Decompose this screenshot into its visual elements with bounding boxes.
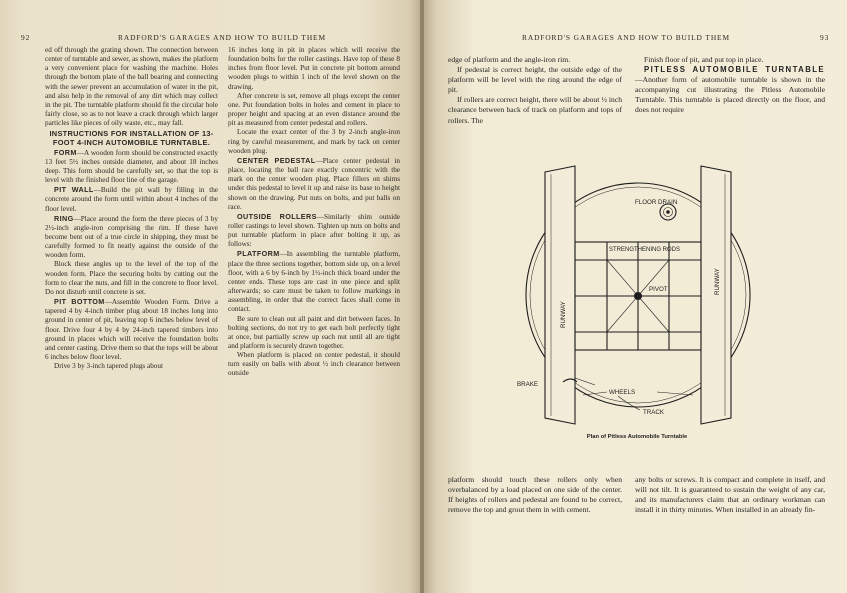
paragraph: platform should touch these rollers only when overbalanced by a load placed on one side of the center. If heights of rollers and pedestal are found to be correct, remove the top and grout them in with cement. (448, 475, 622, 515)
floor-drain-label: FLOOR DRAIN (635, 199, 678, 206)
paragraph: If pedestal is correct height, the outside edge of the platform will be level with the ring around the edge of pit. (448, 65, 622, 95)
ring-heading: RING (54, 213, 74, 223)
figure-caption: Plan of Pitless Automobile Turntable (586, 434, 688, 440)
ring-text: —Place around the form the three pieces of 3 by 2½-inch angle-iron comprising the rim. If these have become bent out of a true circle in shipping, they must be carefully formed to fit neatly against the outside of the wooden form. (45, 214, 218, 260)
paragraph: Be sure to clean out all paint and dirt between faces. In bolting sections, do not try to get each bolt perfectly tight at once, but partially screw up each nut until all are tight and platform is securely drawn together. (228, 314, 400, 350)
center-pedestal-heading: CENTER PEDESTAL (237, 155, 316, 165)
paragraph-pit-bottom (45, 297, 218, 362)
pitless-turntable-text: —Another form of automobile turntable is shown in the accompanying cut illustrating the Pitless Automobile Turntable. This turntable is placed directly on the floor, and does not require (635, 75, 825, 115)
paragraph-outside-rollers (228, 212, 400, 250)
pit-bottom-heading: PIT BOTTOM (54, 297, 105, 307)
turntable-plan-figure (507, 160, 769, 430)
platform-text: —In assembling the turntable platform, place the three sections together, bottom side up, on a level floor, with a 6 by 6-inch by 1½-inch thick board under the center ends. These tops are cast in one piece and split afterwards; so care must be taken to follow markings in assembling, in order that the correct faces shall come in contact. (228, 250, 400, 314)
paragraph: Block these angles up to the level of the top of the wooden form. Place the securing bolts by cutting out the form to clear the nuts, and fill in the concrete to floor level. Do not disturb until concrete is set. (45, 260, 218, 296)
left-page (0, 0, 422, 593)
track-label: TRACK (643, 409, 664, 416)
right-running-head: RADFORD'S GARAGES AND HOW TO BUILD THEM (522, 33, 730, 42)
center-pedestal-text: —Place center pedestal in place, locating the ball race exactly concentric with the mark on the center wooden plug. Place fillers on shims under this pedestal to level it up and raise its base to height shown on the drawing. Put nuts on bolts, and put balls on race. (228, 156, 400, 211)
left-running-head: RADFORD'S GARAGES AND HOW TO BUILD THEM (118, 33, 326, 42)
right-column-2-top (635, 55, 825, 116)
right-column-1-bottom (448, 475, 622, 515)
runway-left-label: RUNWAY (560, 301, 567, 328)
right-column-1-top (448, 55, 622, 126)
strengthening-rods-label: STRENGTHENING RODS (609, 247, 681, 253)
wheels-label: WHEELS (609, 389, 636, 396)
paragraph-center-pedestal (228, 156, 400, 212)
right-column-2-bottom (635, 475, 825, 515)
paragraph: When platform is placed on center pedestal, it should turn easily on balls with about ½ inch clearance between outside (228, 351, 400, 378)
pivot-label: PIVOT (649, 286, 668, 293)
left-page-number: 92 (21, 33, 31, 42)
paragraph-form (45, 148, 218, 186)
outside-rollers-text: —Similarly shim outside roller castings to level shown. Tighten up nuts on bolts and put turntable platform in place after bolting it up, as follows: (228, 212, 400, 249)
right-page (424, 0, 847, 593)
paragraph-platform (228, 249, 400, 314)
paragraph-ring (45, 214, 218, 261)
pivot-mark (635, 293, 642, 300)
paragraph: After concrete is set, remove all plugs except the center one. Put foundation bolts in holes and cement in place to proper height and spacing at an even distance around the pit as measured from center pedestal and rollers. (228, 91, 400, 128)
pit-wall-heading: PIT WALL (54, 185, 94, 195)
left-column-2 (228, 46, 400, 379)
left-runway (545, 166, 575, 424)
right-page-number: 93 (820, 33, 830, 42)
paragraph: ed off through the grating shown. The connection between center of turntable and sewer, as shown, makes the platform a very convenient place for washing the machine. Holes through the bottom plate of the ball bearing and connecting with the sewer prevent an accumulation of water in the pit, and also help in the removal of any dirt which may collect in the pit. The turntable platform should fit the circular hole fairly close, so as to not leave a crack through which larger particles like pieces of oily waste, etc., may fall. (45, 46, 218, 128)
paragraph-pit-wall (45, 185, 218, 213)
paragraph: If rollers are correct height, there will be about ½ inch clearance between back of track on platform and tops of rollers. The (448, 95, 622, 125)
form-heading: FORM (54, 147, 77, 157)
outside-rollers-heading: OUTSIDE ROLLERS (237, 211, 317, 221)
paragraph: 16 inches long in pit in places which will receive the foundation bolts for the roller castings. Have top of these 8 inches from floor level. Put in concrete pit bottom around wooden plugs to within 1 inch of the level shown on the drawing. (228, 46, 400, 91)
instructions-heading: INSTRUCTIONS FOR INSTALLATION OF 13-FOOT 4-INCH AUTOMOBILE TURNTABLE. (49, 129, 214, 147)
paragraph: Locate the exact center of the 3 by 2-inch angle-iron ring by careful measurement, and mark by tack on center wooden plug. (228, 128, 400, 155)
paragraph: any bolts or screws. It is compact and complete in itself, and will not tilt. It is guaranteed to sustain the weight of any car, and its manufacturers claim that an ordinary workman can install it in thirty minutes. When installed in an already fin- (635, 475, 825, 515)
paragraph: Drive 3 by 3-inch tapered plugs about (54, 362, 163, 371)
form-text: —A wooden form should be constructed exactly 13 feet 5½ inches outside diameter, and about 18 inches deep. This form should be carefully set, so that the top is level with the finished floor line of the garage. (45, 148, 218, 185)
runway-right-label: RUNWAY (714, 268, 721, 295)
platform-heading: PLATFORM (237, 249, 280, 259)
paragraph: edge of platform and the angle-iron rim. (448, 55, 571, 64)
paragraph-pitless (635, 65, 825, 115)
pit-bottom-text: —Assemble Wooden Form. Drive a tapered 4 by 4-inch timber plug about 18 inches long into ground in center of pit, leaving top 6 inches below level of floor. Drive four 4 by 4 by 24-inch tapered timbers into ground in places which will receive the foundation bolts and center casting. Drive them so that the tops will be about 6 inches below floor level. (45, 298, 218, 362)
left-column-1 (45, 46, 218, 371)
brake-label: BRAKE (517, 381, 538, 388)
pit-wall-text: —Build the pit wall by filling in the concrete around the form until within about 4 inches of the floor level. (45, 186, 218, 213)
pitless-turntable-heading: PITLESS AUTOMOBILE TURNTABLE (644, 65, 825, 75)
paragraph: Finish floor of pit, and put top in place. (644, 55, 764, 64)
